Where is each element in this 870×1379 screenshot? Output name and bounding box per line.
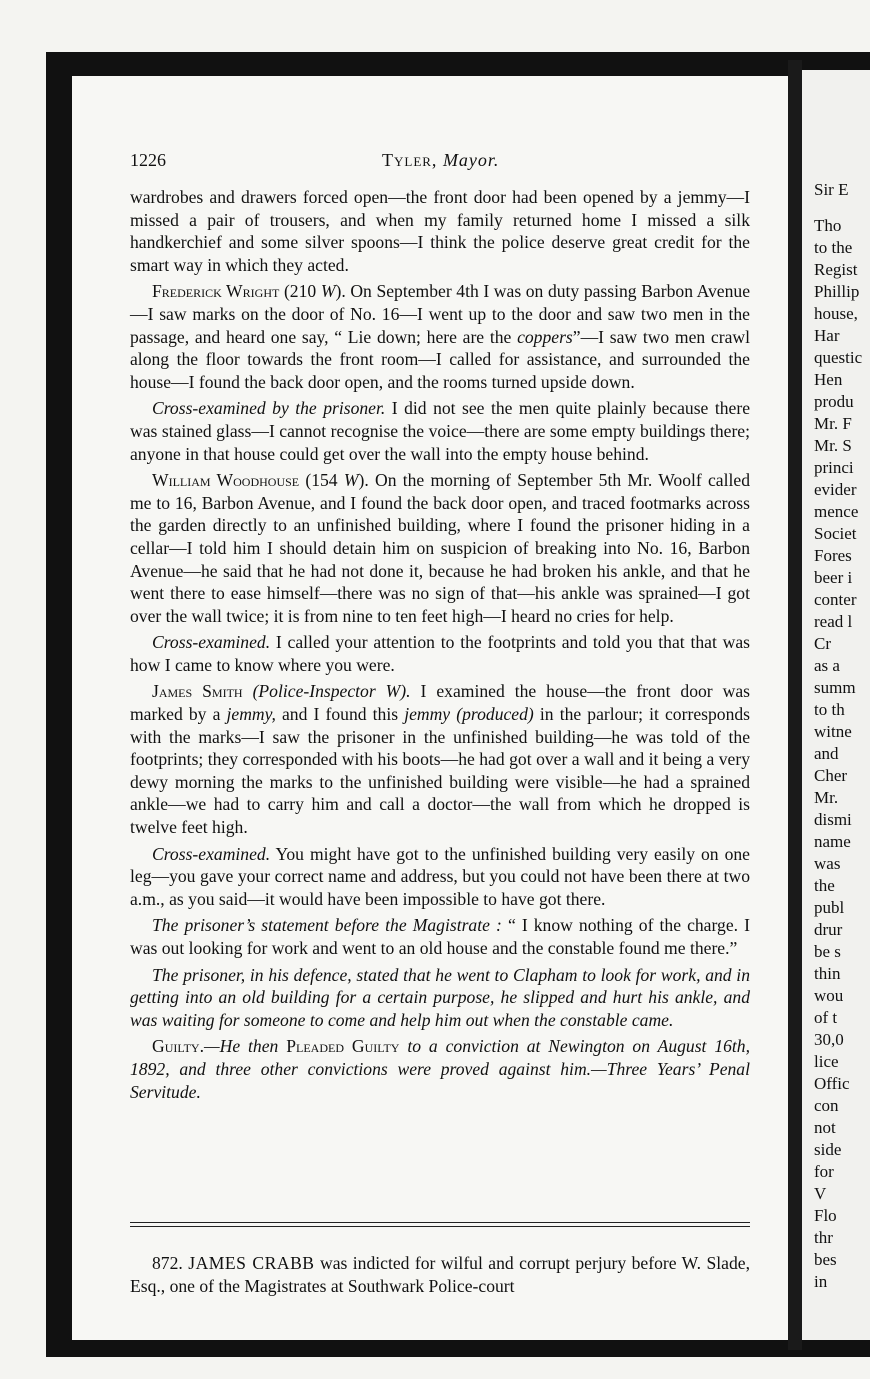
right-page-line: Sir E bbox=[814, 180, 849, 199]
testimony-text: I called your attention to the footprints and told you that that was how I came to know where you were. bbox=[130, 632, 750, 675]
right-page-line: not bbox=[814, 1118, 836, 1137]
right-page-line: Cr bbox=[814, 634, 831, 653]
right-page-line: thr bbox=[814, 1228, 833, 1247]
right-page-line: evider bbox=[814, 480, 857, 499]
paragraph-continuation: wardrobes and drawers forced open—the front door had been opened by a jemmy—I missed a pair of trousers, and when my family returned home I missed a silk handkerchief and some silver spoons—I think the police deserve great credit for the smart way in which they acted. bbox=[130, 187, 750, 275]
case-defendant: JAMES CRABB bbox=[188, 1253, 315, 1273]
page-number: 1226 bbox=[130, 150, 166, 170]
page-gutter bbox=[788, 60, 802, 1350]
running-head-name: Tyler, bbox=[382, 150, 438, 170]
witness-number: (210 bbox=[283, 281, 317, 302]
case-entry bbox=[130, 1252, 750, 1297]
right-page-line: Mr. F bbox=[814, 414, 852, 433]
testimony-text: I examined the house—the front door was marked by a bbox=[130, 681, 750, 725]
running-head-title bbox=[382, 150, 499, 171]
paragraph-verdict bbox=[130, 1035, 750, 1103]
right-page-line: conter bbox=[814, 590, 857, 609]
right-page-line: Hen bbox=[814, 370, 843, 389]
right-page-line: drur bbox=[814, 920, 843, 939]
right-page-line: and bbox=[814, 744, 839, 763]
verdict-label: Guilty. bbox=[152, 1036, 204, 1057]
right-page-line: Tho bbox=[814, 216, 842, 235]
witness-division: W bbox=[320, 281, 336, 302]
body-text bbox=[130, 186, 750, 1107]
statement-text: “ I know nothing of the charge. I was out looking for work and went to an old house and the constable found me there.” bbox=[130, 915, 750, 958]
right-page-line: witne bbox=[814, 722, 852, 741]
testimony-italic: jemmy, bbox=[226, 704, 276, 725]
right-page-line: 30,0 bbox=[814, 1030, 844, 1049]
right-page-line: name bbox=[814, 832, 851, 851]
right-page-line: lice bbox=[814, 1052, 839, 1071]
right-page-line: read l bbox=[814, 612, 853, 631]
cross-exam-label: Cross-examined by the prisoner. bbox=[152, 398, 386, 419]
right-page-line: in bbox=[814, 1272, 828, 1291]
verdict-text: —He then bbox=[204, 1036, 279, 1057]
witness-role: (Police-Inspector W). bbox=[252, 681, 411, 702]
testimony-text: in the parlour; it corresponds with the marks—I saw the prisoner in the unfinished building—he was told of the footprints; they corresponded with his boots—he had got over a wall and it being a very dewy morning the marks to the unfinished building were visible—he had a sprained ankle—we had to carry him and call a doctor—the wall from which he dropped is twelve feet high. bbox=[130, 704, 751, 838]
witness-division: W bbox=[343, 470, 359, 491]
running-head bbox=[130, 150, 750, 178]
verdict-text: to a conviction at Newington on August 16th, 1892, and three other convictions were proved against him.—Three Years’ Penal Servitude. bbox=[130, 1036, 751, 1102]
right-page-line: to the bbox=[814, 238, 853, 257]
right-page-line: mence bbox=[814, 502, 859, 521]
witness-name: Frederick Wright bbox=[152, 281, 280, 302]
right-page-line: con bbox=[814, 1096, 839, 1115]
right-page-line: for bbox=[814, 1162, 834, 1181]
right-page-line: of t bbox=[814, 1008, 838, 1027]
cross-exam-label: Cross-examined. bbox=[152, 632, 271, 653]
right-page-line: Offic bbox=[814, 1074, 850, 1093]
paragraph-frederick-wright bbox=[130, 280, 750, 393]
testimony-text: ”—I saw two men crawl along the floor towards the front room—I called for assistance, and surrounded the house—I found the back door open, and the rooms turned upside down. bbox=[130, 326, 751, 392]
right-page-line: Mr. bbox=[814, 788, 839, 807]
right-page-line: publ bbox=[814, 898, 845, 917]
right-page-line: side bbox=[814, 1140, 842, 1159]
right-page-line: thin bbox=[814, 964, 841, 983]
right-page-line: Mr. S bbox=[814, 436, 852, 455]
testimony-italic: coppers bbox=[517, 326, 573, 347]
right-page-line: wou bbox=[814, 986, 844, 1005]
paragraph-cross-examined-2 bbox=[130, 843, 750, 911]
testimony-italic: jemmy bbox=[404, 704, 451, 725]
witness-name: James Smith bbox=[152, 681, 243, 702]
section-rule bbox=[130, 1226, 750, 1227]
paragraph-james-smith bbox=[130, 680, 750, 838]
witness-close: ). bbox=[335, 281, 346, 302]
right-page-line: the bbox=[814, 876, 835, 895]
paragraph-prisoner-defence: The prisoner, in his defence, stated that he went to Clapham to look for work, and in getting into an old building for a certain purpose, he slipped and hurt his ankle, and was waiting for someone to come and help him out when the constable came. bbox=[130, 964, 750, 1030]
statement-label: The prisoner’s statement before the Magistrate : bbox=[152, 915, 502, 936]
paragraph-cross-examined-prisoner bbox=[130, 397, 750, 465]
right-page-line: questic bbox=[814, 348, 863, 367]
testimony-text: and I found this bbox=[282, 704, 399, 725]
witness-number: (154 bbox=[305, 470, 338, 491]
running-head-role: Mayor. bbox=[442, 150, 500, 170]
right-page-line: house, bbox=[814, 304, 858, 323]
right-page-line: princi bbox=[814, 458, 854, 477]
right-page-line: beer i bbox=[814, 568, 853, 587]
page-left bbox=[72, 76, 788, 1340]
right-page-line: Societ bbox=[814, 524, 857, 543]
paragraph-cross-examined-1 bbox=[130, 631, 750, 676]
case-text: was indicted for wilful and corrupt perjury before W. Slade, Esq., one of the Magistrates at Southwark Police-court bbox=[130, 1253, 750, 1296]
right-page-line: Har bbox=[814, 326, 840, 345]
section-rule bbox=[130, 1222, 750, 1223]
right-page-line: dismi bbox=[814, 810, 852, 829]
case-number: 872. bbox=[152, 1253, 183, 1273]
right-page-line: Regist bbox=[814, 260, 858, 279]
right-page-line: was bbox=[814, 854, 841, 873]
right-page-line: bes bbox=[814, 1250, 837, 1269]
paragraph-william-woodhouse bbox=[130, 469, 750, 627]
witness-name: William Woodhouse bbox=[152, 470, 300, 491]
testimony-text: On September 4th I was on duty passing Barbon Avenue—I saw marks on the door of No. 16—I went up to the door and saw two men in the passage, and heard one say, “ Lie down; here are the bbox=[130, 281, 751, 347]
cross-exam-label: Cross-examined. bbox=[152, 843, 271, 864]
witness-close: ). bbox=[358, 470, 369, 491]
testimony-italic: (produced) bbox=[456, 704, 534, 725]
testimony-text: I did not see the men quite plainly because there was stained glass—I cannot recognise the voice—there are some empty buildings there; anyone in that house could get over the wall into the empty house behind. bbox=[130, 398, 751, 464]
right-page-line: V bbox=[814, 1184, 827, 1203]
right-page-line: be s bbox=[814, 942, 841, 961]
right-page-line: as a bbox=[814, 656, 840, 675]
right-page-line: Fores bbox=[814, 546, 852, 565]
right-page-line: Cher bbox=[814, 766, 848, 785]
paragraph-prisoner-statement bbox=[130, 914, 750, 959]
right-page-line: summ bbox=[814, 678, 856, 697]
right-page-line: Phillip bbox=[814, 282, 860, 301]
testimony-text: You might have got to the unfinished building very easily on one leg—you gave your correct name and address, but you could not have been there at two a.m., as you said—it would have been impossible to have got there. bbox=[130, 843, 750, 909]
right-page-line: produ bbox=[814, 392, 854, 411]
page-right-fragment bbox=[802, 70, 870, 1340]
right-page-line: to th bbox=[814, 700, 845, 719]
verdict-plea: Pleaded Guilty bbox=[286, 1036, 400, 1057]
right-page-line: Flo bbox=[814, 1206, 837, 1225]
testimony-text: On the morning of September 5th Mr. Woolf called me to 16, Barbon Avenue, and I found the back door open, and traced footmarks across the garden directly to an unfinished building, where I found the prisoner hiding in a cellar—I told him I should detain him on suspicion of breaking into No. 16, Barbon Avenue—he said that he had not done it, because he had broken his ankle, and that he went there to ease himself—there was no sign of that—his ankle was sprained—I got over the wall twice; it is from nine to ten feet high—I heard no cries for help. bbox=[130, 470, 750, 626]
